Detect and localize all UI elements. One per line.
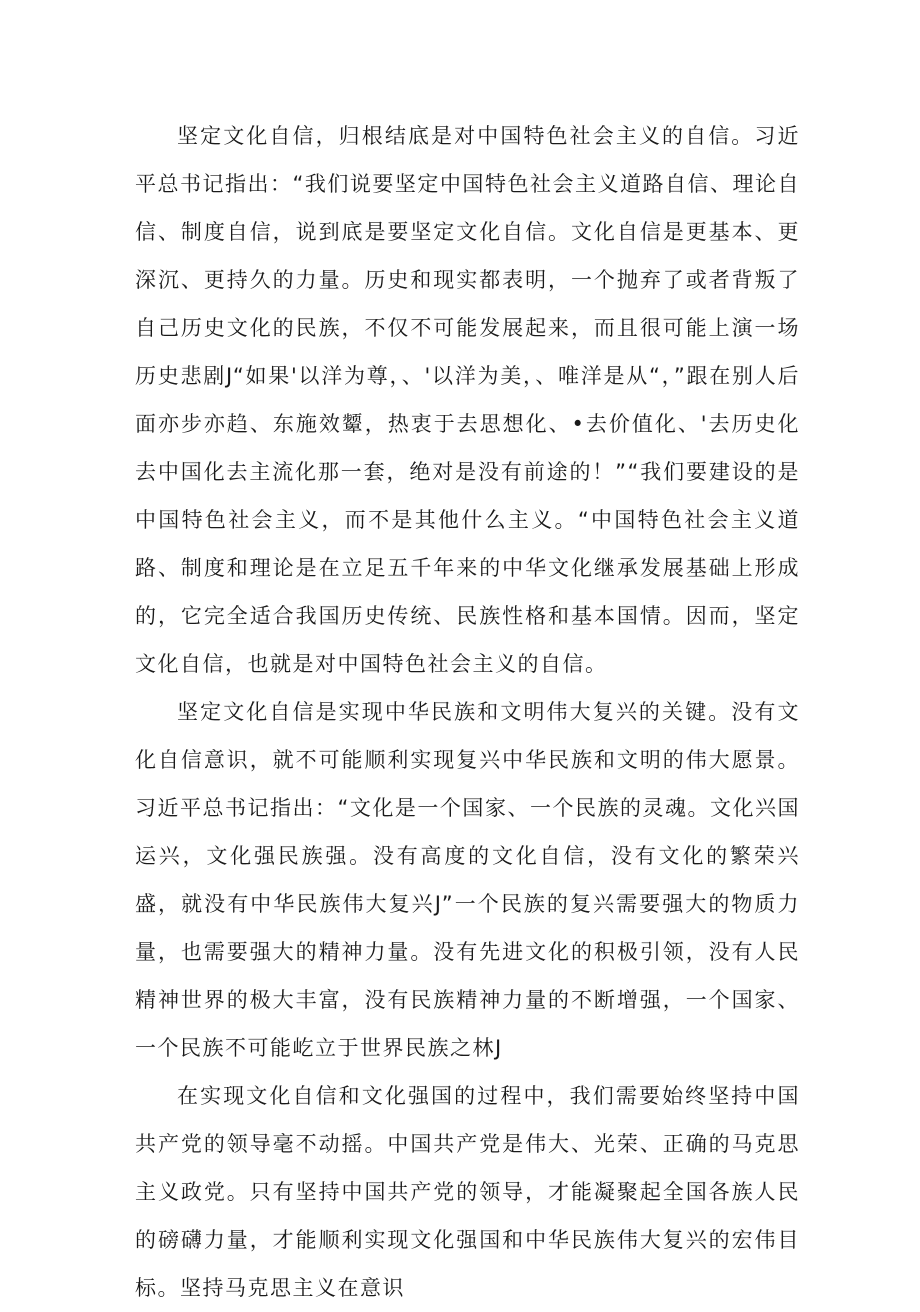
paragraph-1: 坚定文化自信，归根结底是对中国特色社会主义的自信。习近平总书记指出：“我们说要坚定中国特色社会主义道路自信、理论自信、制度自信，说到底是要坚定文化自信。文化自信是更基本、更深沉、更持久的力量。历史和现实都表明，一个抛弃了或者背叛了自己历史文化的民族，不仅不可能发展起来，而且很可能上演一场历史悲剧J“如果'以洋为尊，、'以洋为美，、唯洋是从“，”跟在别人后面亦步亦趋、东施效颦，热衷于去思想化、•去价值化、'去历史化去中国化去主流化那一套，绝对是没有前途的！”“我们要建设的是中国特色社会主义，而不是其他什么主义。“中国特色社会主义道路、制度和理论是在立足五千年来的中华文化继承发展基础上形成的，它完全适合我国历史传统、民族性格和基本国情。因而，坚定文化自信，也就是对中国特色社会主义的自信。 [135,124,800,676]
paragraph-3: 在实现文化自信和文化强国的过程中，我们需要始终坚持中国共产党的领导毫不动摇。中国共产党是伟大、光荣、正确的马克思主义政党。只有坚持中国共产党的领导，才能凝聚起全国各族人民的磅礴力量，才能顺利实现文化强国和中华民族伟大复兴的宏伟目标。坚持马克思主义在意识 [135,1084,800,1300]
document-body [135,112,800,1312]
paragraph-2: 坚定文化自信是实现中华民族和文明伟大复兴的关键。没有文化自信意识，就不可能顺利实现复兴中华民族和文明的伟大愿景。习近平总书记指出：“文化是一个国家、一个民族的灵魂。文化兴国运兴，文化强民族强。没有高度的文化自信，没有文化的繁荣兴盛，就没有中华民族伟大复兴J”一个民族的复兴需要强大的物质力量，也需要强大的精神力量。没有先进文化的积极引领，没有人民精神世界的极大丰富，没有民族精神力量的不断增强，一个国家、一个民族不可能屹立于世界民族之林J [135,700,800,1060]
